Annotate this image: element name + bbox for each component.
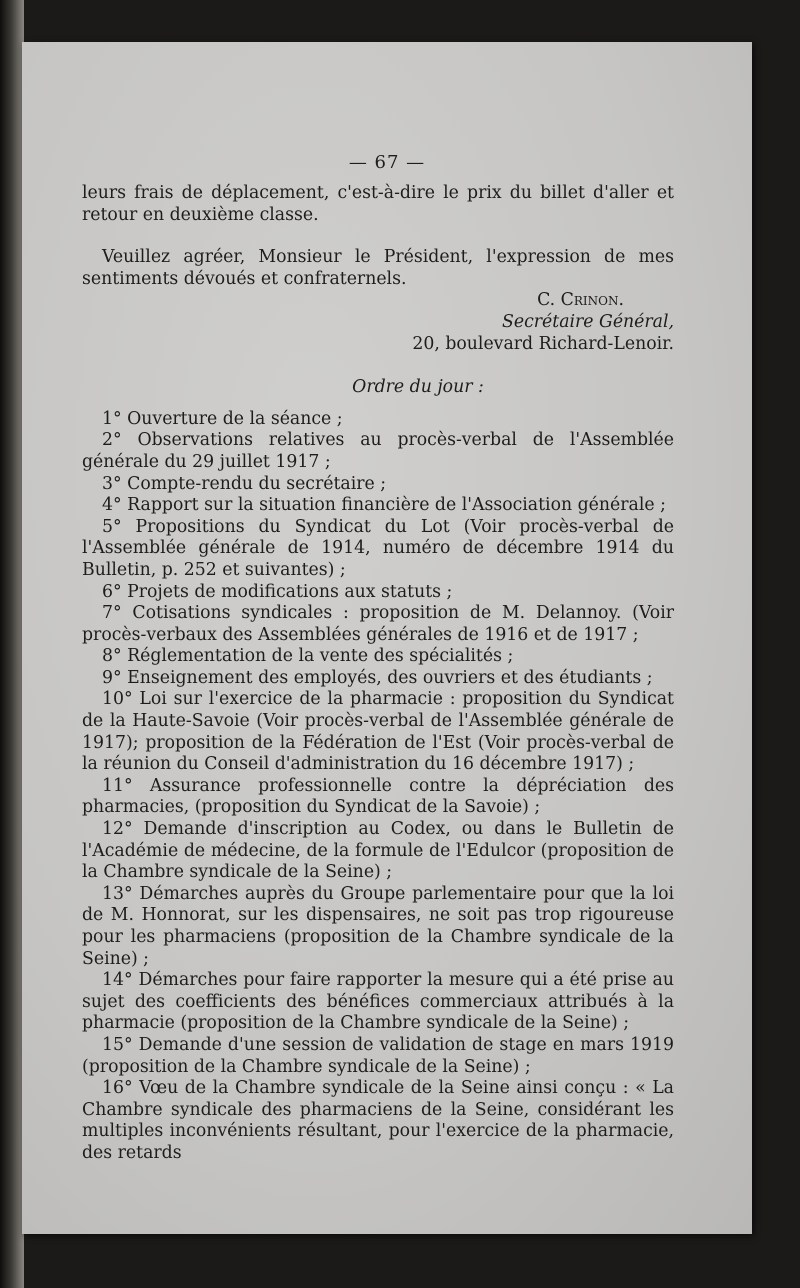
document-page [22, 42, 752, 1234]
signature-address: 20, boulevard Richard-Lenoir. [412, 333, 674, 354]
agenda-item-3: 3° Compte-rendu du secrétaire ; [102, 473, 387, 494]
agenda-item-16: 16° Vœu de la Chambre syndicale de la Seine ainsi conçu : « La Chambre syndicale des pharmaciens de la Seine, considérant les multiples inconvénients résultant, pour l'exercice de la pharmacie, des retards [82, 1078, 674, 1163]
agenda-item-4: 4° Rapport sur la situation financière de l'Association générale ; [102, 495, 666, 516]
agenda-item-6: 6° Projets de modifications aux statuts ; [102, 581, 453, 602]
book-binding-edge [0, 0, 24, 1288]
agenda-item-5: 5° Propositions du Syndicat du Lot (Voir procès-verbal de l'Assemblée générale de 1914, numéro de décembre 1914 du Bulletin, p. 252 et suivantes) ; [82, 516, 674, 580]
agenda-item-8: 8° Réglementation de la vente des spécialités ; [102, 646, 514, 667]
agenda-item-15: 15° Demande d'une session de validation de stage en mars 1919 (proposition de la Chambre syndicale de la Seine) ; [82, 1034, 674, 1077]
agenda-list [82, 409, 674, 1165]
intro-paragraph-1: leurs frais de déplacement, c'est-à-dire le prix du billet d'aller et retour en deuxième classe. [82, 183, 674, 225]
page-number: — 67 — [348, 152, 426, 173]
agenda-title: Ordre du jour : [352, 377, 484, 398]
agenda-item-10: 10° Loi sur l'exercice de la pharmacie : proposition du Syndicat de la Haute-Savoie (Voir procès-verbal de l'Assemblée générale de 1917); proposition de la Fédération de l'Est (Voir procès-verbal de la réunion du Conseil d'administration du 16 décembre 1917) ; [82, 689, 674, 775]
page-body [82, 147, 674, 1165]
agenda-item-14: 14° Démarches pour faire rapporter la mesure qui a été prise au sujet des coefficients des bénéfices commerciaux attribués à la pharmacie (proposition de la Chambre syndicale de la Seine) ; [82, 970, 674, 1034]
agenda-item-1: 1° Ouverture de la séance ; [102, 408, 343, 429]
agenda-item-9: 9° Enseignement des employés, des ouvriers et des étudiants ; [102, 667, 653, 688]
agenda-item-11: 11° Assurance professionnelle contre la dépréciation des pharmacies, (proposition du Syndicat de la Savoie) ; [82, 775, 674, 818]
intro-paragraph-2: Veuillez agréer, Monsieur le Président, l'expression de mes sentiments dévoués et confraternels. [82, 247, 674, 289]
agenda-item-2: 2° Observations relatives au procès-verbal de l'Assemblée générale du 29 juillet 1917 ; [82, 430, 674, 472]
agenda-item-7: 7° Cotisations syndicales : proposition de M. Delannoy. (Voir procès-verbaux des Assemblées générales de 1916 et de 1917 ; [82, 603, 674, 645]
agenda-item-13: 13° Démarches auprès du Groupe parlementaire pour que la loi de M. Honnorat, sur les dispensaires, ne soit pas trop rigoureuse pour les pharmaciens (proposition de la Chambre syndicale de la Seine) ; [82, 883, 674, 969]
signature-block [82, 290, 674, 355]
agenda-item-12: 12° Demande d'inscription au Codex, ou dans le Bulletin de l'Académie de médecine, de la formule de l'Edulcor (proposition de la Chambre syndicale de la Seine) ; [82, 819, 674, 883]
signature-name: C. Crinon. [537, 290, 624, 311]
signature-title: Secrétaire Général, [502, 311, 674, 332]
